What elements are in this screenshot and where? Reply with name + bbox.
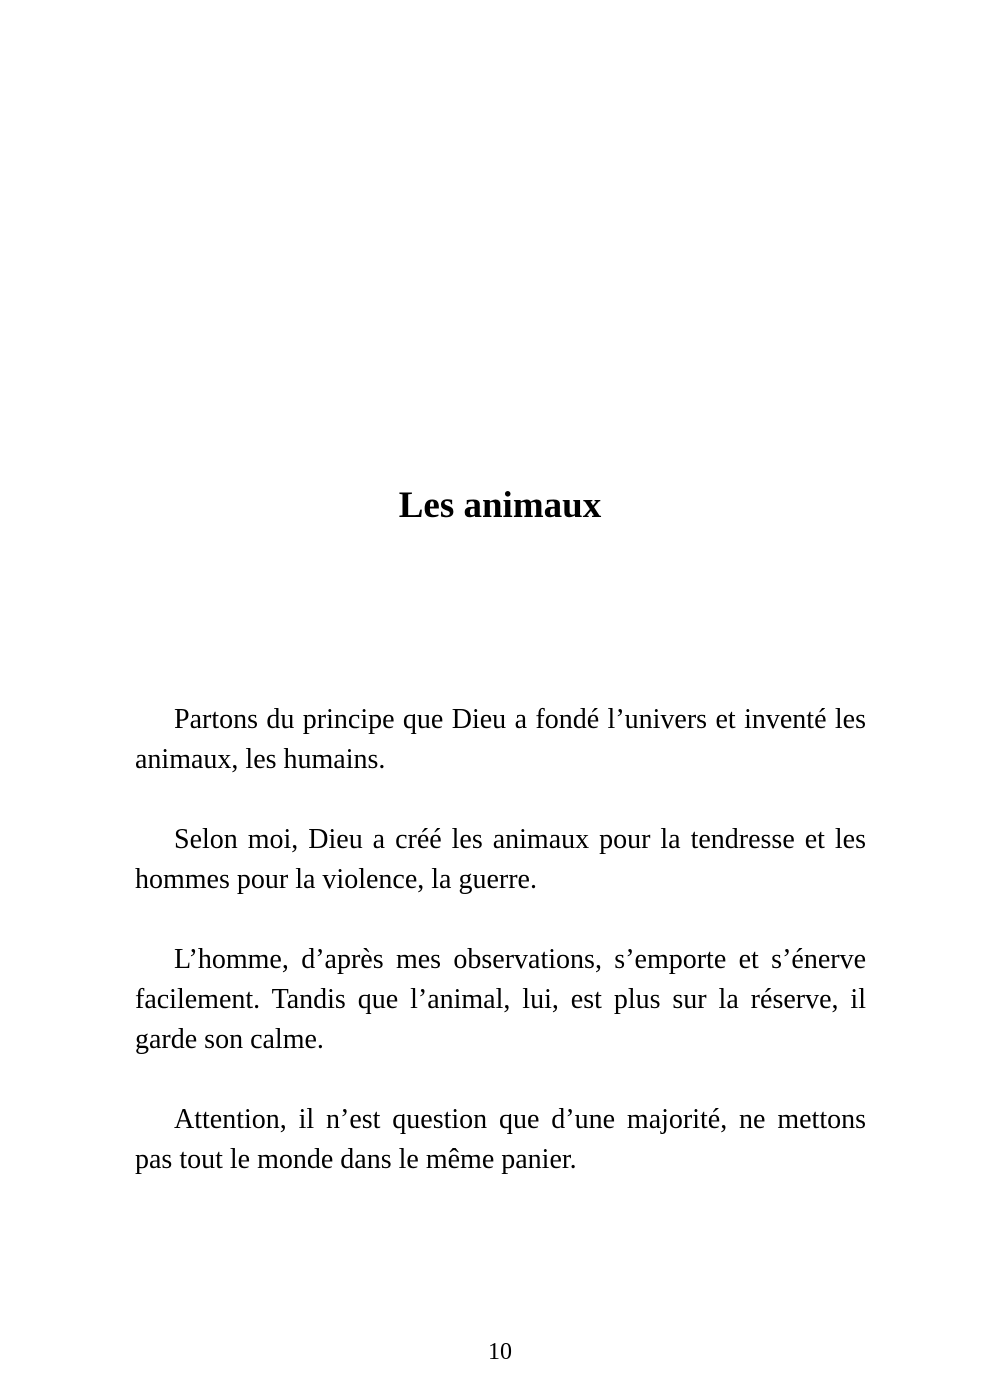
paragraph-3: L’homme, d’après mes observations, s’emporte et s’énerve facilement. Tandis que l’animal, lui, est plus sur la réserve, il garde son calme. — [135, 944, 866, 1055]
paragraph-1: Partons du principe que Dieu a fondé l’univers et inventé les animaux, les humains. — [135, 704, 866, 775]
page-title: Les animaux — [398, 485, 602, 526]
paragraph-2: Selon moi, Dieu a créé les animaux pour la tendresse et les hommes pour la violence, la guerre. — [135, 824, 866, 895]
page-number: 10 — [488, 1339, 512, 1365]
body-text — [135, 700, 866, 1220]
paragraph-4: Attention, il n’est question que d’une majorité, ne mettons pas tout le monde dans le même panier. — [135, 1104, 866, 1175]
